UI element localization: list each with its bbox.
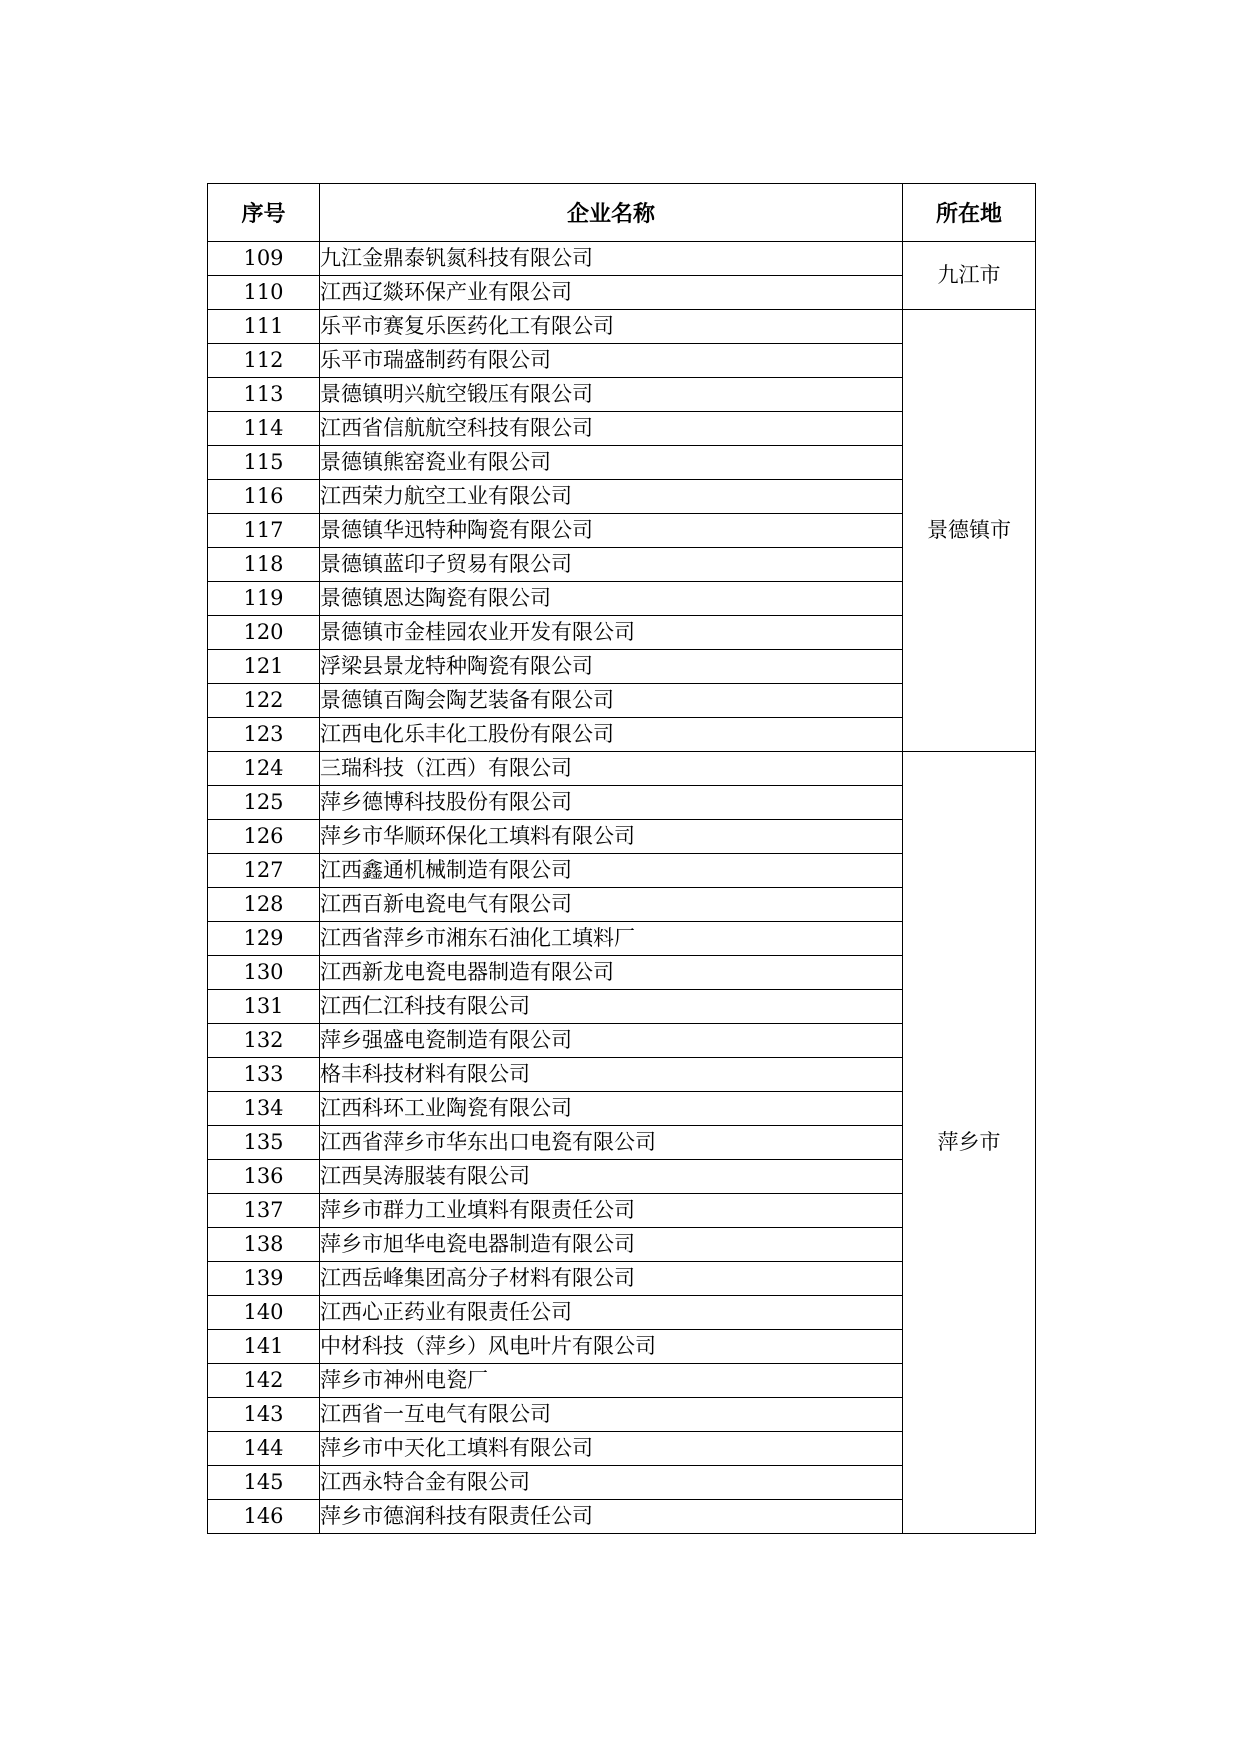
company-name-cell: 江西百新电瓷电气有限公司 [320, 888, 903, 922]
header-location: 所在地 [903, 184, 1036, 242]
company-name-cell: 浮梁县景龙特种陶瓷有限公司 [320, 650, 903, 684]
serial-number-cell: 138 [208, 1228, 320, 1262]
company-name-cell: 江西省一互电气有限公司 [320, 1398, 903, 1432]
company-name-cell: 江西省信航航空科技有限公司 [320, 412, 903, 446]
serial-number-cell: 132 [208, 1024, 320, 1058]
company-name-cell: 江西永特合金有限公司 [320, 1466, 903, 1500]
company-name-cell: 景德镇恩达陶瓷有限公司 [320, 582, 903, 616]
header-company-name: 企业名称 [320, 184, 903, 242]
serial-number-cell: 140 [208, 1296, 320, 1330]
company-name-cell: 景德镇蓝印子贸易有限公司 [320, 548, 903, 582]
company-name-cell: 江西荣力航空工业有限公司 [320, 480, 903, 514]
table-body [208, 242, 1036, 1534]
serial-number-cell: 120 [208, 616, 320, 650]
serial-number-cell: 142 [208, 1364, 320, 1398]
company-name-cell: 景德镇熊窑瓷业有限公司 [320, 446, 903, 480]
company-name-cell: 江西辽燚环保产业有限公司 [320, 276, 903, 310]
serial-number-cell: 126 [208, 820, 320, 854]
serial-number-cell: 114 [208, 412, 320, 446]
company-name-cell: 江西电化乐丰化工股份有限公司 [320, 718, 903, 752]
serial-number-cell: 129 [208, 922, 320, 956]
company-name-cell: 江西科环工业陶瓷有限公司 [320, 1092, 903, 1126]
serial-number-cell: 137 [208, 1194, 320, 1228]
company-name-cell: 中材科技（萍乡）风电叶片有限公司 [320, 1330, 903, 1364]
company-name-cell: 景德镇市金桂园农业开发有限公司 [320, 616, 903, 650]
serial-number-cell: 118 [208, 548, 320, 582]
serial-number-cell: 141 [208, 1330, 320, 1364]
company-name-cell: 萍乡市神州电瓷厂 [320, 1364, 903, 1398]
company-name-cell: 江西省萍乡市湘东石油化工填料厂 [320, 922, 903, 956]
serial-number-cell: 133 [208, 1058, 320, 1092]
company-name-cell: 萍乡市旭华电瓷电器制造有限公司 [320, 1228, 903, 1262]
company-name-cell: 江西仁江科技有限公司 [320, 990, 903, 1024]
company-name-cell: 三瑞科技（江西）有限公司 [320, 752, 903, 786]
company-name-cell: 萍乡市中天化工填料有限公司 [320, 1432, 903, 1466]
company-name-cell: 江西鑫通机械制造有限公司 [320, 854, 903, 888]
location-cell: 九江市 [903, 242, 1036, 310]
table-header [208, 184, 1036, 242]
company-name-cell: 景德镇百陶会陶艺装备有限公司 [320, 684, 903, 718]
company-name-cell: 九江金鼎泰钒氮科技有限公司 [320, 242, 903, 276]
company-name-cell: 江西岳峰集团高分子材料有限公司 [320, 1262, 903, 1296]
serial-number-cell: 146 [208, 1500, 320, 1534]
serial-number-cell: 143 [208, 1398, 320, 1432]
company-name-cell: 江西新龙电瓷电器制造有限公司 [320, 956, 903, 990]
serial-number-cell: 135 [208, 1126, 320, 1160]
header-serial-number: 序号 [208, 184, 320, 242]
company-name-cell: 乐平市赛复乐医药化工有限公司 [320, 310, 903, 344]
company-name-cell: 萍乡市德润科技有限责任公司 [320, 1500, 903, 1534]
serial-number-cell: 121 [208, 650, 320, 684]
enterprise-table [207, 183, 1036, 1534]
company-name-cell: 江西心正药业有限责任公司 [320, 1296, 903, 1330]
company-name-cell: 景德镇华迅特种陶瓷有限公司 [320, 514, 903, 548]
company-name-cell: 江西昊涛服装有限公司 [320, 1160, 903, 1194]
serial-number-cell: 139 [208, 1262, 320, 1296]
serial-number-cell: 128 [208, 888, 320, 922]
serial-number-cell: 112 [208, 344, 320, 378]
serial-number-cell: 113 [208, 378, 320, 412]
company-name-cell: 萍乡市华顺环保化工填料有限公司 [320, 820, 903, 854]
serial-number-cell: 144 [208, 1432, 320, 1466]
serial-number-cell: 127 [208, 854, 320, 888]
serial-number-cell: 124 [208, 752, 320, 786]
serial-number-cell: 117 [208, 514, 320, 548]
company-name-cell: 景德镇明兴航空锻压有限公司 [320, 378, 903, 412]
company-name-cell: 江西省萍乡市华东出口电瓷有限公司 [320, 1126, 903, 1160]
serial-number-cell: 119 [208, 582, 320, 616]
table-row [208, 242, 1036, 276]
company-name-cell: 萍乡市群力工业填料有限责任公司 [320, 1194, 903, 1228]
serial-number-cell: 134 [208, 1092, 320, 1126]
serial-number-cell: 115 [208, 446, 320, 480]
location-cell: 景德镇市 [903, 310, 1036, 752]
table-row [208, 310, 1036, 344]
company-name-cell: 格丰科技材料有限公司 [320, 1058, 903, 1092]
serial-number-cell: 125 [208, 786, 320, 820]
serial-number-cell: 131 [208, 990, 320, 1024]
serial-number-cell: 116 [208, 480, 320, 514]
serial-number-cell: 110 [208, 276, 320, 310]
header-row [208, 184, 1036, 242]
serial-number-cell: 109 [208, 242, 320, 276]
serial-number-cell: 130 [208, 956, 320, 990]
table-row [208, 752, 1036, 786]
serial-number-cell: 136 [208, 1160, 320, 1194]
company-name-cell: 萍乡德博科技股份有限公司 [320, 786, 903, 820]
serial-number-cell: 145 [208, 1466, 320, 1500]
company-name-cell: 萍乡强盛电瓷制造有限公司 [320, 1024, 903, 1058]
serial-number-cell: 122 [208, 684, 320, 718]
serial-number-cell: 111 [208, 310, 320, 344]
location-cell: 萍乡市 [903, 752, 1036, 1534]
company-name-cell: 乐平市瑞盛制药有限公司 [320, 344, 903, 378]
serial-number-cell: 123 [208, 718, 320, 752]
